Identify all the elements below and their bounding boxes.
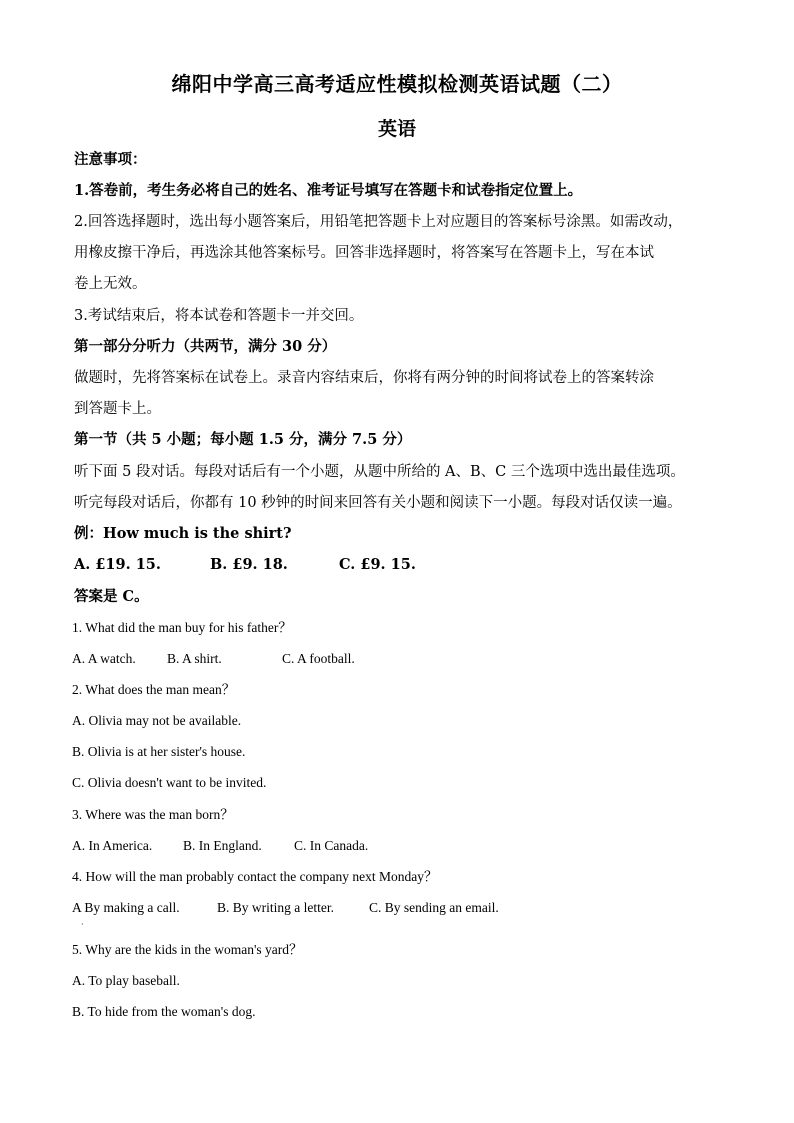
example-option-b: B. £9. 18. (210, 556, 288, 573)
example-answer: 答案是 C。 (74, 588, 149, 605)
exam-title: 绵阳中学高三高考适应性模拟检测英语试题（二） (171, 72, 623, 96)
question-1-option-b: B. A shirt. (167, 651, 222, 666)
question-3-option-c: C. In Canada. (294, 838, 369, 853)
question-2-option-a: A. Olivia may not be available. (72, 713, 242, 728)
question-5-option-b: B. To hide from the woman's dog. (72, 1004, 256, 1019)
section1-instruction-line-2: 听完每段对话后，你都有 10 秒钟的时间来回答有关小题和阅读下一小题。每段对话仅读一遍。 (74, 495, 682, 511)
example-option-c: C. £9. 15. (339, 556, 416, 573)
example-option-a: A. £19. 15. (74, 556, 161, 573)
question-2-option-b: B. Olivia is at her sister's house. (72, 744, 246, 759)
question-3-option-a: A. In America. (72, 838, 153, 853)
notice-heading: 注意事项： (74, 151, 147, 168)
question-4-option-c: C. By sending an email. (369, 900, 499, 915)
exam-subject: 英语 (377, 118, 416, 140)
part1-intro-line-2: 到答题卡上。 (74, 401, 161, 417)
notice-item-2-line-3: 卷上无效。 (74, 276, 147, 292)
question-1-option-c: C. A football. (282, 651, 355, 666)
question-3: 3. Where was the man born？ (72, 807, 234, 822)
example-question: 例：How much is the shirt? (74, 525, 292, 542)
notice-item-3: 3.考试结束后，将本试卷和答题卡一并交回。 (74, 308, 364, 324)
question-5: 5. Why are the kids in the woman's yard？ (72, 942, 303, 957)
section1-heading: 第一节（共 5 小题；每小题 1.5 分，满分 7.5 分） (74, 431, 412, 448)
section1-instruction-line-1: 听下面 5 段对话。每段对话后有一个小题，从题中所给的 A、B、C 三个选项中选出最佳选项。 (74, 464, 685, 480)
question-3-option-b: B. In England. (183, 838, 262, 853)
question-2: 2. What does the man mean？ (72, 682, 236, 697)
question-4-option-a: A By making a call. (72, 900, 180, 915)
notice-item-2-line-1: 2.回答选择题时，选出每小题答案后，用铅笔把答题卡上对应题目的答案标号涂黑。如需改动， (74, 214, 683, 230)
notice-item-1 (74, 181, 582, 201)
question-4-option-b: B. By writing a letter. (217, 900, 334, 915)
part1-heading: 第一部分分听力（共两节，满分 30 分） (74, 338, 337, 355)
question-5-option-a: A. To play baseball. (72, 973, 180, 988)
question-4: 4. How will the man probably contact the company next Monday？ (72, 869, 438, 884)
stray-mark: · (81, 920, 84, 929)
notice-item-2-line-2: 用橡皮擦干净后，再选涂其他答案标号。回答非选择题时，将答案写在答题卡上，写在本试 (74, 245, 654, 261)
question-2-option-c: C. Olivia doesn't want to be invited. (72, 775, 267, 790)
notice-item-1-text: 1.答卷前，考生务必将自己的姓名、准考证号填写在答题卡和试卷指定位置上。 (74, 182, 583, 199)
question-1-option-a: A. A watch. (72, 651, 136, 666)
part1-intro-line-1: 做题时，先将答案标在试卷上。录音内容结束后，你将有两分钟的时间将试卷上的答案转涂 (74, 370, 654, 386)
question-1: 1. What did the man buy for his father？ (72, 620, 292, 635)
